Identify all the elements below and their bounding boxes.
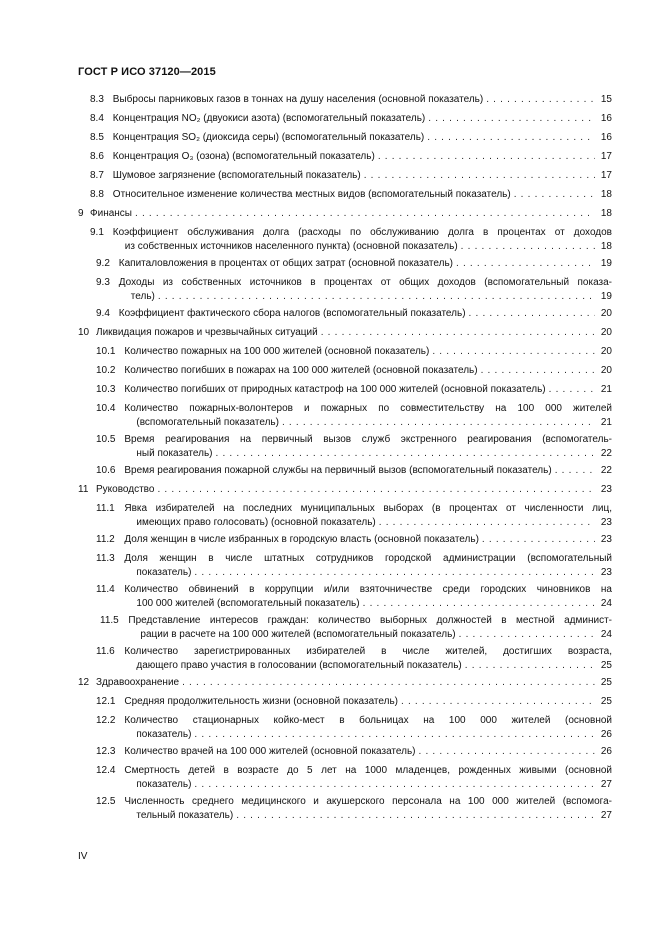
toc-entry-number: 10.5 bbox=[96, 434, 116, 445]
toc-entry[interactable] bbox=[78, 615, 612, 646]
toc-entry-page: 26 bbox=[600, 746, 612, 757]
toc-entry-number: 11.5 bbox=[100, 615, 119, 626]
toc-entry[interactable] bbox=[78, 227, 612, 258]
toc-entry-title: Смертность детей в возрасте до 5 лет на 1000 младенцев, рожденных живыми (основной bbox=[124, 765, 612, 776]
toc-entry-title: Выбросы парниковых газов в тоннах на душу населения (основной показатель) bbox=[112, 94, 484, 105]
toc-entry[interactable] bbox=[78, 434, 612, 465]
toc-entry-number: 8.4 bbox=[90, 113, 104, 124]
toc-entry-number: 10.1 bbox=[96, 346, 116, 357]
toc-entry-page: 20 bbox=[600, 327, 612, 338]
toc-entry-page: 17 bbox=[600, 170, 612, 181]
toc-entry-title: Коэффициент фактического сбора налогов (вспомогательный показатель) bbox=[118, 308, 466, 319]
dot-leader bbox=[135, 208, 595, 220]
dot-leader bbox=[419, 746, 596, 758]
toc-entry-title: Количество погибших в пожарах на 100 000 жителей (основной показатель) bbox=[124, 365, 478, 376]
dot-leader bbox=[194, 779, 595, 791]
toc-entry[interactable] bbox=[78, 94, 612, 113]
toc-entry-number: 11.6 bbox=[96, 646, 115, 657]
dot-leader bbox=[182, 677, 595, 689]
toc-entry-number: 10.6 bbox=[96, 465, 116, 476]
toc-entry-number: 12.5 bbox=[96, 796, 116, 807]
dot-leader bbox=[282, 417, 595, 429]
toc-entry-title: рации в расчете на 100 000 жителей (вспомогательный показатель) bbox=[140, 629, 456, 640]
toc-entry-page: 18 bbox=[600, 241, 612, 252]
toc-entry-page: 18 bbox=[600, 189, 612, 200]
page-number: IV bbox=[78, 851, 88, 862]
toc-entry-title: Численность среднего медицинского и акушерского персонала на 100 000 жителей (вспомога- bbox=[124, 796, 612, 807]
dot-leader bbox=[461, 241, 595, 253]
toc-entry-number: 8.6 bbox=[90, 151, 104, 162]
toc-entry-page: 16 bbox=[600, 132, 612, 143]
dot-leader bbox=[432, 346, 595, 358]
toc-entry-page: 27 bbox=[600, 810, 612, 821]
toc-entry[interactable] bbox=[78, 534, 612, 553]
toc-entry-page: 19 bbox=[600, 258, 612, 269]
toc-entry-title: Средняя продолжительность жизни (основной показатель) bbox=[124, 696, 398, 707]
toc-entry-page: 22 bbox=[600, 465, 612, 476]
toc-entry-title: Руководство bbox=[96, 484, 155, 495]
toc-entry-page: 26 bbox=[600, 729, 612, 740]
toc-entry[interactable] bbox=[78, 384, 612, 403]
toc-entry-title: из собственных источников населенного пункта) (основной показатель) bbox=[124, 241, 458, 252]
toc-entry-title: Шумовое загрязнение (вспомогательный показатель) bbox=[112, 170, 361, 181]
toc-entry[interactable] bbox=[78, 151, 612, 170]
toc-entry-page: 23 bbox=[600, 534, 612, 545]
toc-entry-number: 8.7 bbox=[90, 170, 104, 181]
toc-entry-title: имеющих право голосовать) (основной показатель) bbox=[136, 517, 376, 528]
toc-entry-title: Доля женщин в числе избранных в городскую власть (основной показатель) bbox=[124, 534, 479, 545]
toc-entry-title: Количество зарегистрированных избирателей в числе жителей, достигших возраста, bbox=[124, 646, 612, 657]
dot-leader bbox=[321, 327, 595, 339]
toc-entry[interactable] bbox=[78, 584, 612, 615]
toc-entry-title: Доля женщин в числе штатных сотрудников городской администрации (вспомогательный bbox=[124, 553, 612, 564]
dot-leader bbox=[555, 465, 595, 477]
dot-leader bbox=[215, 448, 595, 460]
toc-entry-page: 23 bbox=[600, 484, 612, 495]
toc-entry-number: 8.8 bbox=[90, 189, 104, 200]
dot-leader bbox=[401, 696, 595, 708]
table-of-contents bbox=[78, 94, 612, 827]
toc-entry-title: Концентрация O₃ (озона) (вспомогательный показатель) bbox=[112, 151, 375, 162]
toc-entry-page: 24 bbox=[600, 598, 612, 609]
dot-leader bbox=[364, 170, 595, 182]
dot-leader bbox=[428, 113, 595, 125]
toc-entry-title: Ликвидация пожаров и чрезвычайных ситуаций bbox=[96, 327, 318, 338]
toc-entry-title: Коэффициент обслуживания долга (расходы по обслуживанию долга в процентах от доходов bbox=[112, 227, 612, 238]
toc-entry[interactable] bbox=[78, 465, 612, 484]
toc-entry-page: 18 bbox=[600, 208, 612, 219]
toc-entry-title: (вспомогательный показатель) bbox=[136, 417, 279, 428]
toc-entry-page: 15 bbox=[600, 94, 612, 105]
toc-entry-title: показатель) bbox=[136, 567, 192, 578]
toc-entry-number: 9.1 bbox=[90, 227, 104, 238]
toc-entry-number: 12.1 bbox=[96, 696, 116, 707]
toc-entry-title: Количество врачей на 100 000 жителей (основной показатель) bbox=[124, 746, 416, 757]
toc-entry-page: 22 bbox=[600, 448, 612, 459]
toc-entry-number: 11 bbox=[78, 484, 89, 495]
toc-entry[interactable] bbox=[78, 677, 612, 696]
dot-leader bbox=[427, 132, 595, 144]
toc-entry-number: 11.2 bbox=[96, 534, 115, 545]
toc-entry-page: 20 bbox=[600, 365, 612, 376]
dot-leader bbox=[486, 94, 595, 106]
toc-entry-page: 21 bbox=[600, 384, 612, 395]
toc-entry-number: 12.3 bbox=[96, 746, 116, 757]
toc-entry[interactable] bbox=[78, 365, 612, 384]
toc-entry-number: 12 bbox=[78, 677, 90, 688]
toc-entry-number: 10 bbox=[78, 327, 90, 338]
toc-entry-page: 25 bbox=[600, 677, 612, 688]
toc-entry-number: 8.3 bbox=[90, 94, 104, 105]
dot-leader bbox=[158, 291, 595, 303]
dot-leader bbox=[469, 308, 595, 320]
toc-entry-number: 10.2 bbox=[96, 365, 116, 376]
toc-entry-number: 9.4 bbox=[96, 308, 110, 319]
toc-entry-title: дающего право участия в голосовании (вспомогательный показатель) bbox=[136, 660, 462, 671]
toc-entry-title: Время реагирования на первичный вызов служб экстренного реагирования (вспомогатель- bbox=[124, 434, 612, 445]
toc-entry[interactable] bbox=[78, 796, 612, 827]
toc-entry-number: 12.2 bbox=[96, 715, 116, 726]
toc-entry-title: Количество пожарных-волонтеров и пожарных по совместительству на 100 000 жителей bbox=[124, 403, 612, 414]
toc-entry[interactable] bbox=[78, 189, 612, 208]
toc-entry-title: 100 000 жителей (вспомогательный показатель) bbox=[136, 598, 360, 609]
dot-leader bbox=[363, 598, 595, 610]
toc-entry-number: 10.3 bbox=[96, 384, 116, 395]
toc-entry[interactable] bbox=[78, 277, 612, 308]
toc-entry-number: 8.5 bbox=[90, 132, 104, 143]
toc-entry[interactable] bbox=[78, 765, 612, 796]
toc-entry[interactable] bbox=[78, 208, 612, 227]
dot-leader bbox=[378, 151, 595, 163]
toc-entry-page: 19 bbox=[600, 291, 612, 302]
toc-entry[interactable] bbox=[78, 258, 612, 277]
toc-entry-page: 20 bbox=[600, 346, 612, 357]
toc-entry[interactable] bbox=[78, 170, 612, 189]
toc-entry[interactable] bbox=[78, 346, 612, 365]
toc-entry-page: 24 bbox=[600, 629, 612, 640]
toc-entry-title: Явка избирателей на последних муниципальных выборах (в процентах от численности лиц, bbox=[124, 503, 612, 514]
toc-entry-page: 20 bbox=[600, 308, 612, 319]
toc-entry-number: 12.4 bbox=[96, 765, 116, 776]
toc-entry-title: Доходы из собственных источников в процентах от общих доходов (вспомогательный показа- bbox=[118, 277, 612, 288]
dot-leader bbox=[549, 384, 595, 396]
toc-entry-title: ный показатель) bbox=[136, 448, 213, 459]
toc-entry-page: 27 bbox=[600, 779, 612, 790]
toc-entry[interactable] bbox=[78, 715, 612, 746]
toc-entry-title: Количество стационарных койко-мест в больницах на 100 000 жителей (основной bbox=[124, 715, 612, 726]
toc-entry[interactable] bbox=[78, 327, 612, 346]
toc-entry[interactable] bbox=[78, 132, 612, 151]
toc-entry-title: Количество обвинений в коррупции и/или взяточничестве среди городских чиновников на bbox=[124, 584, 612, 595]
toc-entry-page: 25 bbox=[600, 696, 612, 707]
toc-entry-title: Относительное изменение количества местных видов (вспомогательный показатель) bbox=[112, 189, 511, 200]
dot-leader bbox=[481, 365, 595, 377]
toc-entry[interactable] bbox=[78, 308, 612, 327]
toc-entry-number: 9.3 bbox=[96, 277, 110, 288]
toc-entry-page: 23 bbox=[600, 567, 612, 578]
toc-entry-number: 10.4 bbox=[96, 403, 116, 414]
toc-entry-page: 17 bbox=[600, 151, 612, 162]
dot-leader bbox=[157, 484, 595, 496]
toc-entry-title: тельный показатель) bbox=[136, 810, 234, 821]
dot-leader bbox=[194, 729, 595, 741]
dot-leader bbox=[379, 517, 595, 529]
toc-entry-page: 16 bbox=[600, 113, 612, 124]
toc-entry[interactable] bbox=[78, 646, 612, 677]
dot-leader bbox=[514, 189, 595, 201]
toc-entry-title: Финансы bbox=[90, 208, 132, 219]
toc-entry-title: Время реагирования пожарной службы на первичный вызов (вспомогательный показатель) bbox=[124, 465, 552, 476]
toc-entry[interactable] bbox=[78, 553, 612, 584]
toc-entry-number: 11.1 bbox=[96, 503, 115, 514]
toc-entry-number: 9.2 bbox=[96, 258, 110, 269]
dot-leader bbox=[456, 258, 595, 270]
toc-entry-page: 21 bbox=[600, 417, 612, 428]
dot-leader bbox=[459, 629, 595, 641]
toc-entry-number: 11.4 bbox=[96, 584, 115, 595]
dot-leader bbox=[236, 810, 595, 822]
toc-entry-number: 11.3 bbox=[96, 553, 115, 564]
toc-entry-title: Количество пожарных на 100 000 жителей (основной показатель) bbox=[124, 346, 430, 357]
toc-entry-title: показатель) bbox=[136, 729, 192, 740]
toc-entry-title: Количество погибших от природных катастроф на 100 000 жителей (основной показатель) bbox=[124, 384, 546, 395]
toc-entry-page: 25 bbox=[600, 660, 612, 671]
toc-entry-title: Представление интересов граждан: количество выборных должностей в местной админист- bbox=[128, 615, 612, 626]
toc-entry[interactable] bbox=[78, 484, 612, 503]
toc-entry[interactable] bbox=[78, 503, 612, 534]
toc-entry-title: Концентрация NO₂ (двуокиси азота) (вспомогательный показатель) bbox=[112, 113, 426, 124]
toc-entry-page: 23 bbox=[600, 517, 612, 528]
toc-entry-title: Здравоохранение bbox=[96, 677, 180, 688]
dot-leader bbox=[482, 534, 595, 546]
dot-leader bbox=[465, 660, 595, 672]
toc-entry-title: Концентрация SO₂ (диоксида серы) (вспомогательный показатель) bbox=[112, 132, 425, 143]
document-header: ГОСТ Р ИСО 37120—2015 bbox=[78, 66, 216, 78]
toc-entry[interactable] bbox=[78, 696, 612, 715]
toc-entry-title: показатель) bbox=[136, 779, 192, 790]
toc-entry-title: тель) bbox=[130, 291, 155, 302]
toc-entry[interactable] bbox=[78, 746, 612, 765]
toc-entry-title: Капиталовложения в процентах от общих затрат (основной показатель) bbox=[118, 258, 453, 269]
toc-entry[interactable] bbox=[78, 403, 612, 434]
toc-entry-number: 9 bbox=[78, 208, 84, 219]
dot-leader bbox=[194, 567, 595, 579]
toc-entry[interactable] bbox=[78, 113, 612, 132]
